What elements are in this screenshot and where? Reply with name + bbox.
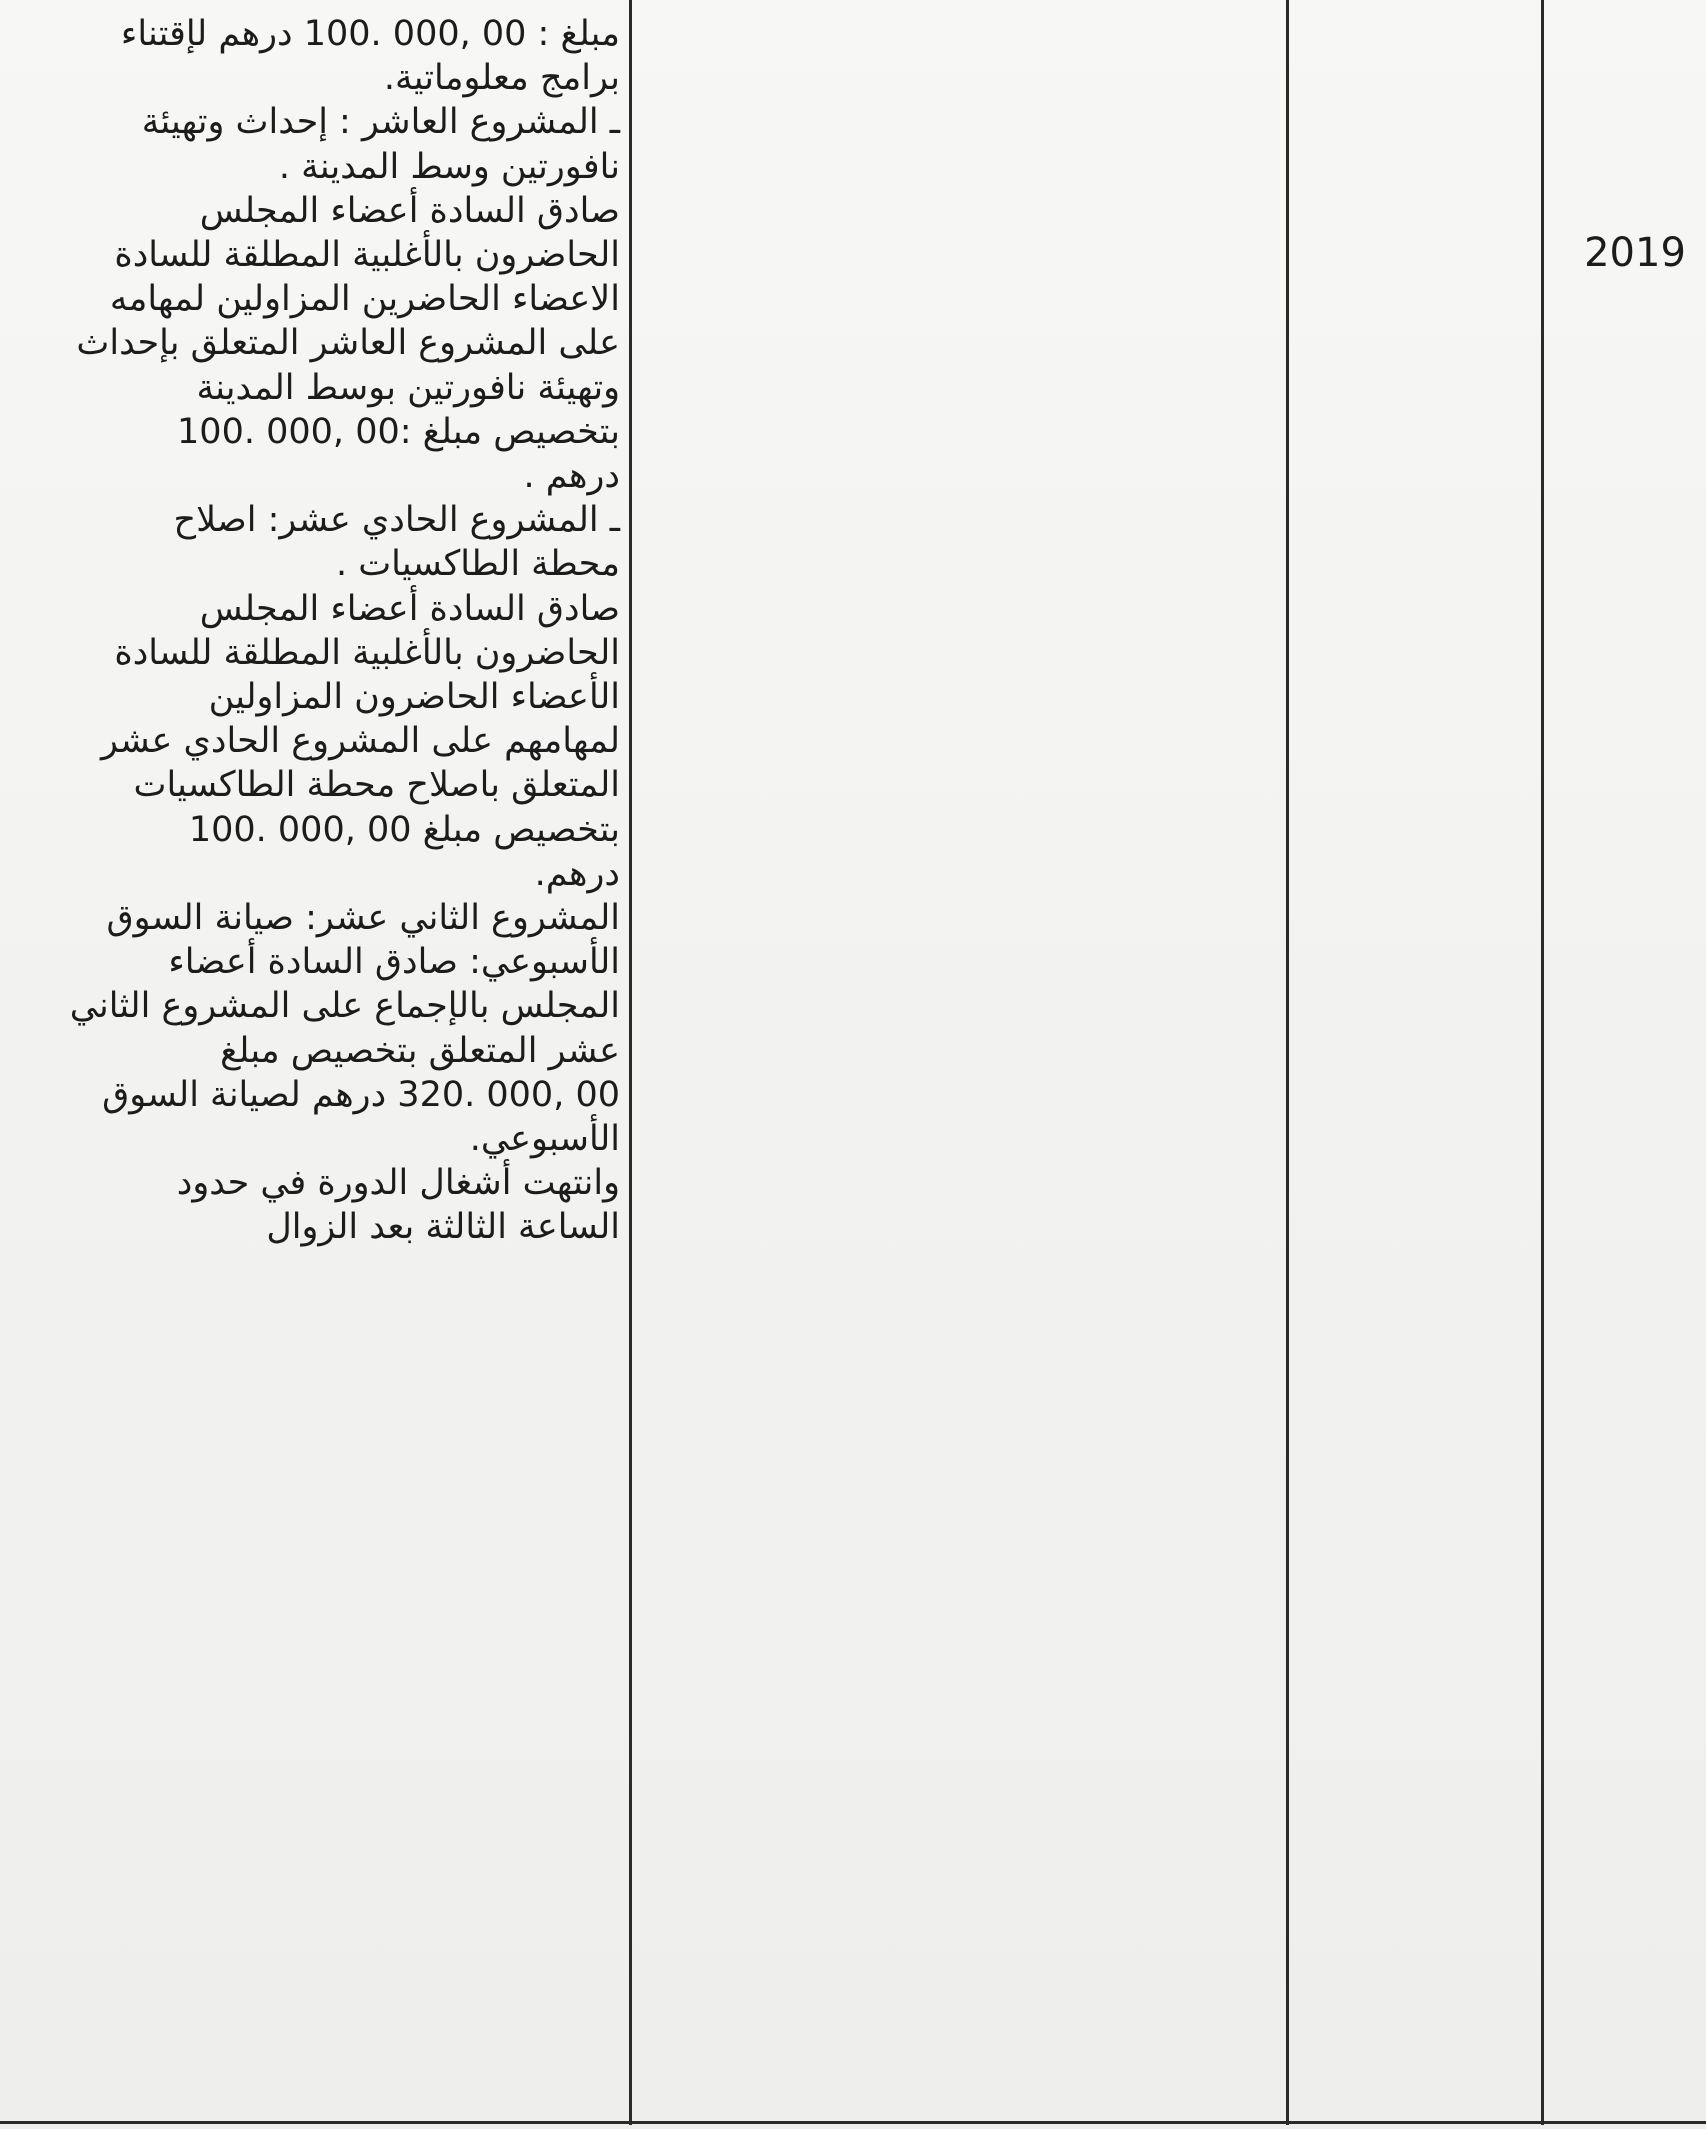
text-line: الاعضاء الحاضرين المزاولين لمهامه bbox=[109, 279, 620, 320]
text-line: الساعة الثالثة بعد الزوال bbox=[266, 1207, 620, 1248]
text-line: لمهامهم على المشروع الحادي عشر bbox=[100, 721, 620, 762]
text-line: الحاضرون بالأغلبية المطلقة للسادة bbox=[114, 235, 620, 276]
text-line: محطة الطاكسيات . bbox=[335, 544, 620, 585]
details-cell bbox=[20, 12, 620, 1250]
text-line: نافورتين وسط المدينة . bbox=[278, 146, 620, 187]
text-line: صادق السادة أعضاء المجلس bbox=[199, 190, 620, 231]
table-column-divider bbox=[1541, 0, 1544, 2125]
text-line: ـ المشروع العاشر : إحداث وتهيئة bbox=[141, 102, 620, 143]
text-line: على المشروع العاشر المتعلق بإحداث bbox=[76, 323, 620, 364]
table-column-divider bbox=[1286, 0, 1289, 2125]
text-line: مبلغ : 00 ,000 .100 درهم لإقتناء bbox=[120, 14, 620, 54]
table-column-divider bbox=[629, 0, 632, 2125]
text-line: بتخصيص مبلغ 00 ,000 .100 bbox=[188, 809, 620, 850]
text-line: المجلس بالإجماع على المشروع الثاني bbox=[69, 986, 620, 1027]
text-line: الأسبوعي. bbox=[469, 1119, 620, 1160]
text-line: درهم . bbox=[523, 456, 620, 497]
text-line: برامج معلوماتية. bbox=[383, 58, 620, 99]
text-line: وانتهت أشغال الدورة في حدود bbox=[176, 1163, 620, 1204]
text-line: درهم. bbox=[534, 853, 620, 894]
text-line: المتعلق باصلاح محطة الطاكسيات bbox=[133, 765, 620, 806]
text-line: 00 ,000 .320 درهم لصيانة السوق bbox=[102, 1074, 620, 1115]
text-line: الأسبوعي: صادق السادة أعضاء bbox=[168, 942, 620, 983]
text-line: صادق السادة أعضاء المجلس bbox=[199, 588, 620, 629]
text-line: وتهيئة نافورتين بوسط المدينة bbox=[196, 367, 620, 408]
text-line: الأعضاء الحاضرون المزاولين bbox=[208, 677, 620, 718]
text-line: بتخصيص مبلغ :00 ,000 .100 bbox=[177, 411, 620, 452]
text-line: الحاضرون بالأغلبية المطلقة للسادة bbox=[114, 632, 620, 673]
text-line: ـ المشروع الحادي عشر: اصلاح bbox=[173, 500, 620, 541]
table-bottom-border bbox=[0, 2121, 1706, 2124]
year-cell: 2019 bbox=[1584, 230, 1686, 276]
text-line: المشروع الثاني عشر: صيانة السوق bbox=[106, 898, 620, 939]
text-line: عشر المتعلق بتخصيص مبلغ bbox=[220, 1030, 620, 1071]
